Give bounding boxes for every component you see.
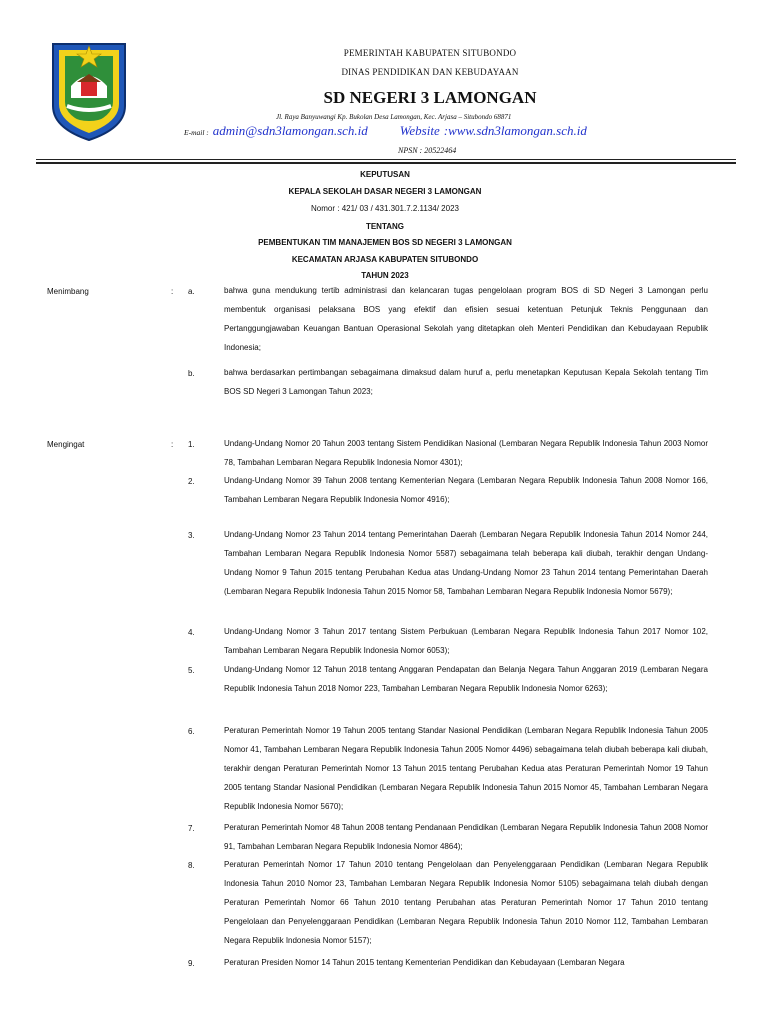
mengingat-5-text: Undang-Undang Nomor 12 Tahun 2018 tentang Anggaran Pendapatan dan Belanja Negara Tahun Anggaran 2019 (Lembaran Negara Republik Indonesia Tahun 2018 Nomor 223, Tambahan Lembaran Negara Republik Indonesia Nomor 6263); (224, 665, 708, 693)
decree-district: KECAMATAN ARJASA KABUPATEN SITUBONDO (291, 255, 479, 264)
mengingat-1-mark: 1. (188, 440, 195, 449)
decree-about: TENTANG (365, 222, 405, 231)
decree-issuer: KEPALA SEKOLAH DASAR NEGERI 3 LAMONGAN (288, 187, 482, 196)
decree-year: TAHUN 2023 (361, 271, 409, 280)
mengingat-3-mark: 3. (188, 531, 195, 540)
menimbang-b-mark: b. (188, 369, 195, 378)
mengingat-4-mark: 4. (188, 628, 195, 637)
situbondo-regency-crest-icon (47, 36, 131, 142)
mengingat-2-mark: 2. (188, 477, 195, 486)
government-line: PEMERINTAH KABUPATEN SITUBONDO (343, 48, 517, 58)
school-name: SD NEGERI 3 LAMONGAN (323, 88, 537, 107)
website-link[interactable]: :www.sdn3lamongan.sch.id (443, 123, 587, 138)
contact-line (184, 122, 587, 140)
email-link[interactable]: admin@sdn3lamongan.sch.id (212, 123, 368, 138)
mengingat-4-text: Undang-Undang Nomor 3 Tahun 2017 tentang Sistem Perbukuan (Lembaran Negara Republik Indonesia Tahun 2017 Nomor 102, Tambahan Lembaran Negara Republik Indonesia Nomor 6053); (224, 627, 708, 655)
mengingat-6-text: Peraturan Pemerintah Nomor 19 Tahun 2005 tentang Standar Nasional Pendidikan (Lembaran Negara Republik Indonesia Tahun 2005 Nomor 41, Tambahan Lembaran Negara Republik Indonesia Tahun 2005 Nomor 4496) sebagaimana telah diubah beberapa kali diubah, terakhir dengan Peraturan Pemerintah Nomor 13 Tahun 2015 tentang Perubahan Kedua atas Peraturan Pemerintah Nomor 19 Tahun 2005 tentang Standar Nasional Pendidikan (Lembaran Negara Republik Indonesia Tahun 2015 Nomor 45, Tambahan Lembaran Negara Republik Indonesia Nomor 5670); (224, 726, 708, 811)
decree-number: Nomor : 421/ 03 / 431.301.7.2.1134/ 2023 (311, 204, 459, 213)
mengingat-6-mark: 6. (188, 727, 195, 736)
mengingat-5-mark: 5. (188, 666, 195, 675)
menimbang-a-text: bahwa guna mendukung tertib administrasi dan kelancaran tugas pengelolaan program BOS di SD Negeri 3 Lamongan perlu membentuk organisasi pelaksana BOS yang efektif dan efisien sesuai ketentuan Petunjuk Teknis Penggunaan dan Pertanggungjawaban Keuangan Bantuan Operasional Sekolah yang ditetapkan oleh Menteri Pendidikan dan Kebudayaan Republik Indonesia; (224, 286, 708, 352)
school-address: Jl. Raya Banyuwangi Kp. Bukolan Desa Lamongan, Kec. Arjasa – Situbondo 68871 (276, 113, 512, 121)
website-label: Website (399, 123, 440, 138)
mengingat-2-text: Undang-Undang Nomor 39 Tahun 2008 tentang Kementerian Negara (Lembaran Negara Republik Indonesia Tahun 2008 Nomor 166, Tambahan Lembaran Negara Republik Indonesia Nomor 4916); (224, 476, 708, 504)
menimbang-label: Menimbang (47, 287, 89, 296)
mengingat-9-text: Peraturan Presiden Nomor 14 Tahun 2015 tentang Kementerian Pendidikan dan Kebudayaan (Lembaran Negara (224, 958, 625, 967)
npsn-number: NPSN : 20522464 (398, 146, 457, 155)
mengingat-1-text: Undang-Undang Nomor 20 Tahun 2003 tentang Sistem Pendidikan Nasional (Lembaran Negara Republik Indonesia Tahun 2003 Nomor 78, Tambahan Lembaran Negara Republik Indonesia Nomor 4301); (224, 439, 708, 467)
mengingat-3-text: Undang-Undang Nomor 23 Tahun 2014 tentang Pemerintahan Daerah (Lembaran Negara Republik Indonesia Tahun 2014 Nomor 244, Tambahan Lembaran Negara Republik Indonesia Nomor 5587) sebagaimana telah beberapa kali diubah, terakhir dengan Undang-Undang Nomor 9 Tahun 2015 tentang Perubahan Kedua atas Undang-Undang Nomor 23 Tahun 2014 tentang Pemerintahan Daerah (Lembaran Negara Republik Indonesia Tahun 2015 Nomor 58, Tambahan Lembaran Negara Republik Indonesia Nomor 5679); (224, 530, 708, 596)
email-label: E-mail : (184, 128, 209, 137)
mengingat-colon: : (171, 440, 174, 449)
decree-subject: PEMBENTUKAN TIM MANAJEMEN BOS SD NEGERI 3 LAMONGAN (258, 238, 512, 247)
decree-heading: KEPUTUSAN (360, 170, 410, 179)
department-line: DINAS PENDIDIKAN DAN KEBUDAYAAN (341, 67, 519, 77)
mengingat-label: Mengingat (47, 440, 85, 449)
menimbang-b-text: bahwa berdasarkan pertimbangan sebagaimana dimaksud dalam huruf a, perlu menetapkan Keputusan Kepala Sekolah tentang Tim BOS SD Negeri 3 Lamongan Tahun 2023; (224, 368, 708, 396)
mengingat-8-text: Peraturan Pemerintah Nomor 17 Tahun 2010 tentang Pengelolaan dan Penyelenggaraan Pendidikan (Lembaran Negara Republik Indonesia Tahun 2010 Nomor 23, Tambahan Lembaran Negara Republik Indonesia Nomor 5105) sebagaimana telah diubah dengan Peraturan Pemerintah Nomor 66 Tahun 2010 tentang Perubahan atas Peraturan Pemerintah Nomor 17 Tahun 2010 tentang Pengelolaan dan Penyelenggaraan Pendidikan (Lembaran Negara Republik Indonesia Tahun 2010 Nomor 112, Tambahan Lembaran Negara Republik Indonesia Nomor 5157); (224, 860, 708, 945)
mengingat-7-mark: 7. (188, 824, 195, 833)
menimbang-colon: : (171, 287, 174, 296)
letterhead (0, 0, 768, 165)
mengingat-9-mark: 9. (188, 959, 195, 968)
header-divider-thick (36, 162, 736, 164)
mengingat-7-text: Peraturan Pemerintah Nomor 48 Tahun 2008 tentang Pendanaan Pendidikan (Lembaran Negara Republik Indonesia Tahun 2008 Nomor 91, Tambahan Lembaran Negara Republik Indonesia Nomor 4864); (224, 823, 708, 851)
header-divider (36, 159, 736, 160)
menimbang-a-mark: a. (188, 287, 195, 296)
mengingat-8-mark: 8. (188, 861, 195, 870)
